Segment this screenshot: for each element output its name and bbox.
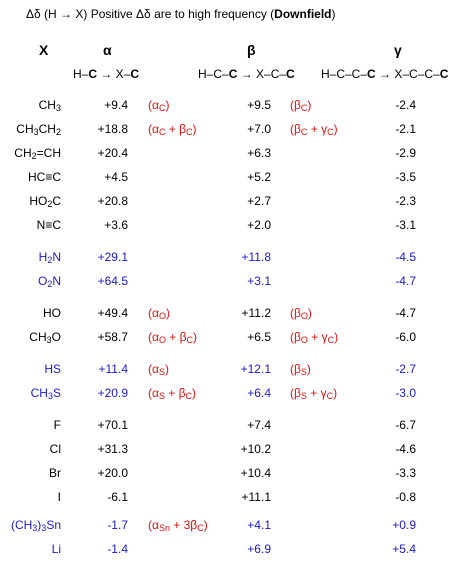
substituent-label <box>58 490 61 504</box>
subscript: O <box>300 311 308 321</box>
gamma-shift-value: +5.4 <box>392 542 416 556</box>
text-part: O <box>51 330 61 344</box>
alpha-shift-value: +70.1 <box>97 418 128 432</box>
alpha-note <box>148 98 169 112</box>
text-part: + γ <box>307 122 328 136</box>
text-part: Br <box>49 466 61 480</box>
alpha-shift-value: +58.7 <box>97 330 128 344</box>
beta-shift-value: +7.4 <box>247 418 271 432</box>
gamma-shift-value: -3.3 <box>395 466 416 480</box>
gamma-shift-value: -3.1 <box>395 218 416 232</box>
text-part: + β <box>164 386 186 400</box>
subscript: S <box>158 391 165 401</box>
subscript: C <box>327 335 335 345</box>
subscript: C <box>158 127 166 137</box>
text-part: CH <box>38 98 56 112</box>
beta-shift-value: +10.2 <box>240 442 271 456</box>
alpha-shift-value: +29.1 <box>97 250 128 264</box>
text-part: I <box>57 490 61 504</box>
beta-note <box>290 362 311 376</box>
text-part: N <box>52 274 61 288</box>
alpha-note <box>148 518 208 532</box>
subheader-beta: H–C–C → X–C–C <box>198 67 295 81</box>
text-part: (α <box>148 518 159 532</box>
subscript: C <box>327 127 334 137</box>
text-part: ) <box>193 330 198 344</box>
substituent-label <box>39 98 61 112</box>
subscript: 2 <box>47 255 53 265</box>
alpha-shift-value: +11.4 <box>98 362 128 376</box>
table-row <box>0 330 474 348</box>
substituent-label <box>54 418 61 432</box>
subscript: C <box>300 103 308 113</box>
substituent-label <box>52 542 61 556</box>
subscript: O <box>158 335 166 345</box>
beta-shift-value: +6.4 <box>247 386 271 400</box>
subscript: 3 <box>46 335 52 345</box>
text-part: + β <box>165 122 187 136</box>
text-part: (α <box>148 306 159 320</box>
beta-shift-value: +11.2 <box>241 306 271 320</box>
table-row <box>0 146 474 164</box>
subscript: S <box>158 367 165 377</box>
text-part: ) <box>333 386 338 400</box>
text-part: N≡C <box>36 218 61 232</box>
alpha-shift-value: +9.4 <box>104 98 128 112</box>
text-part: CH <box>30 386 48 400</box>
header-beta: β <box>247 42 256 58</box>
alpha-shift-value: +20.9 <box>97 386 128 400</box>
text-part: (β <box>290 386 301 400</box>
table-row <box>0 418 474 436</box>
beta-shift-value: +11.1 <box>241 490 271 504</box>
text-part: ) <box>307 98 312 112</box>
subscript: O <box>158 311 166 321</box>
text-part: HO <box>43 306 61 320</box>
substituent-label <box>28 170 61 184</box>
text-part: (β <box>290 98 301 112</box>
substituent-label <box>44 362 61 376</box>
subscript: 2 <box>55 127 61 137</box>
table-row <box>0 250 474 268</box>
beta-shift-value: +6.9 <box>247 542 271 556</box>
substituent-label <box>39 250 61 264</box>
subscript: C <box>197 523 204 533</box>
gamma-shift-value: -2.4 <box>395 98 416 112</box>
alpha-shift-value: +20.0 <box>97 466 128 480</box>
subscript: C <box>186 127 193 137</box>
text-part: + γ <box>306 386 327 400</box>
text-part: (α <box>148 386 159 400</box>
gamma-shift-value: -2.3 <box>395 194 416 208</box>
text-part: (β <box>290 362 301 376</box>
text-part: ) <box>192 122 197 136</box>
table-row <box>0 218 474 236</box>
subheader-gamma: H–C–C–C → X–C–C–C <box>321 67 449 81</box>
subscript: 3 <box>55 103 61 113</box>
beta-shift-value: +11.8 <box>241 250 271 264</box>
text-part: (β <box>290 122 301 136</box>
gamma-shift-value: -4.7 <box>395 274 416 288</box>
table-row <box>0 386 474 404</box>
subscript: C <box>185 391 193 401</box>
text-part: HS <box>44 362 61 376</box>
substituent-label <box>14 146 61 160</box>
beta-note <box>290 386 337 400</box>
substituent-label <box>29 194 61 208</box>
text-part: C <box>52 194 61 208</box>
beta-shift-value: +6.3 <box>247 146 271 160</box>
table-row <box>0 442 474 460</box>
gamma-shift-value: -0.8 <box>395 490 416 504</box>
table-row <box>0 466 474 484</box>
subscript: 2 <box>47 279 53 289</box>
text-part: ) <box>37 518 42 532</box>
gamma-shift-value: -2.1 <box>395 122 416 136</box>
text-part: ) <box>165 98 170 112</box>
text-part: HC≡C <box>28 170 61 184</box>
gamma-shift-value: -6.0 <box>395 330 416 344</box>
subscript: S <box>300 391 307 401</box>
alpha-shift-value: +49.4 <box>97 306 128 320</box>
substituent-label <box>11 518 61 532</box>
gamma-shift-value: -2.7 <box>395 362 416 376</box>
text-part: Cl <box>49 442 61 456</box>
gamma-shift-value: -6.7 <box>395 418 416 432</box>
text-part: S <box>52 386 61 400</box>
alpha-note <box>148 362 169 376</box>
text-part: Li <box>51 542 61 556</box>
alpha-shift-value: +31.3 <box>97 442 128 456</box>
alpha-shift-value: -1.7 <box>107 518 128 532</box>
beta-note <box>290 330 338 344</box>
subscript: C <box>300 127 308 137</box>
text-part: (β <box>290 330 301 344</box>
substituent-label <box>31 386 61 400</box>
gamma-shift-value: -4.5 <box>395 250 416 264</box>
table-row <box>0 518 474 536</box>
text-part: CH <box>29 330 47 344</box>
page-title: Δδ (H → X) Positive Δδ are to high frequency (Downfield) <box>26 7 336 21</box>
beta-shift-value: +6.5 <box>247 330 271 344</box>
text-part: ) <box>306 362 311 376</box>
text-part: H <box>38 250 48 264</box>
beta-shift-value: +2.7 <box>247 194 271 208</box>
alpha-note <box>148 386 196 400</box>
gamma-shift-value: -4.6 <box>395 442 416 456</box>
text-part: N <box>52 250 61 264</box>
text-part: Sn <box>46 518 61 532</box>
header-gamma: γ <box>394 42 402 58</box>
beta-shift-value: +7.0 <box>247 122 271 136</box>
table-row <box>0 542 474 560</box>
substituent-label <box>37 218 61 232</box>
subscript: 2 <box>47 199 53 209</box>
beta-note <box>290 306 312 320</box>
alpha-shift-value: +64.5 <box>97 274 128 288</box>
subscript: Sn <box>158 523 170 533</box>
text-part: ) <box>333 122 338 136</box>
subscript: O <box>300 335 308 345</box>
alpha-shift-value: -1.4 <box>107 542 128 556</box>
text-part: + 3β <box>169 518 198 532</box>
subscript: C <box>186 335 194 345</box>
text-part: CH <box>14 146 32 160</box>
alpha-shift-value: +18.8 <box>97 122 128 136</box>
alpha-shift-value: +20.8 <box>97 194 128 208</box>
gamma-shift-value: -3.5 <box>395 170 416 184</box>
table-row <box>0 170 474 188</box>
substituent-label <box>49 466 61 480</box>
alpha-note <box>148 306 170 320</box>
substituent-label <box>16 122 61 136</box>
header-x: X <box>39 42 49 58</box>
table-row <box>0 490 474 508</box>
beta-shift-value: +2.0 <box>247 218 271 232</box>
table-row <box>0 98 474 116</box>
alpha-shift-value: -6.1 <box>107 490 128 504</box>
substituent-label <box>38 274 61 288</box>
text-part: (α <box>148 122 159 136</box>
subscript: C <box>158 103 166 113</box>
beta-shift-value: +3.1 <box>247 274 271 288</box>
beta-shift-value: +9.5 <box>247 98 271 112</box>
beta-shift-value: +12.1 <box>240 362 271 376</box>
text-part: + β <box>165 330 187 344</box>
text-part: ) <box>203 518 208 532</box>
text-part: (α <box>148 330 159 344</box>
beta-shift-value: +4.1 <box>247 518 271 532</box>
text-part: ) <box>165 306 170 320</box>
gamma-shift-value: -3.0 <box>395 386 416 400</box>
text-part: HO <box>29 194 48 208</box>
subscript: C <box>326 391 334 401</box>
text-part: (CH <box>10 518 33 532</box>
alpha-shift-value: +3.6 <box>104 218 128 232</box>
subscript: 3 <box>33 127 39 137</box>
beta-note <box>290 98 311 112</box>
text-part: =CH <box>36 146 61 160</box>
alpha-shift-value: +20.4 <box>97 146 128 160</box>
substituent-label <box>43 306 61 320</box>
alpha-note <box>148 122 197 136</box>
text-part: + γ <box>307 330 328 344</box>
table-row <box>0 194 474 212</box>
subscript: 3 <box>47 391 53 401</box>
alpha-note <box>148 330 197 344</box>
text-part: ) <box>164 362 169 376</box>
text-part: CH <box>38 122 56 136</box>
table-row <box>0 306 474 324</box>
text-part: O <box>37 274 48 288</box>
text-part: (β <box>290 306 301 320</box>
table-row <box>0 362 474 380</box>
text-part: (α <box>148 98 159 112</box>
subheader-alpha: H–C → X–C <box>73 67 140 81</box>
substituent-label <box>29 330 61 344</box>
header-alpha: α <box>103 42 112 58</box>
gamma-shift-value: -4.7 <box>395 306 416 320</box>
text-part: ) <box>334 330 339 344</box>
subscript: 3 <box>41 523 47 533</box>
subscript: S <box>300 367 307 377</box>
subscript: 2 <box>31 151 37 161</box>
table-row <box>0 122 474 140</box>
text-part: CH <box>16 122 34 136</box>
beta-shift-value: +5.2 <box>247 170 271 184</box>
substituent-label <box>50 442 61 456</box>
gamma-shift-value: +0.9 <box>392 518 416 532</box>
text-part: F <box>53 418 61 432</box>
text-part: ) <box>192 386 197 400</box>
table-row <box>0 274 474 292</box>
text-part: (α <box>148 362 159 376</box>
text-part: ) <box>307 306 312 320</box>
beta-note <box>290 122 338 136</box>
subscript: 3 <box>32 523 38 533</box>
gamma-shift-value: -2.9 <box>395 146 416 160</box>
beta-shift-value: +10.4 <box>240 466 271 480</box>
alpha-shift-value: +4.5 <box>104 170 128 184</box>
